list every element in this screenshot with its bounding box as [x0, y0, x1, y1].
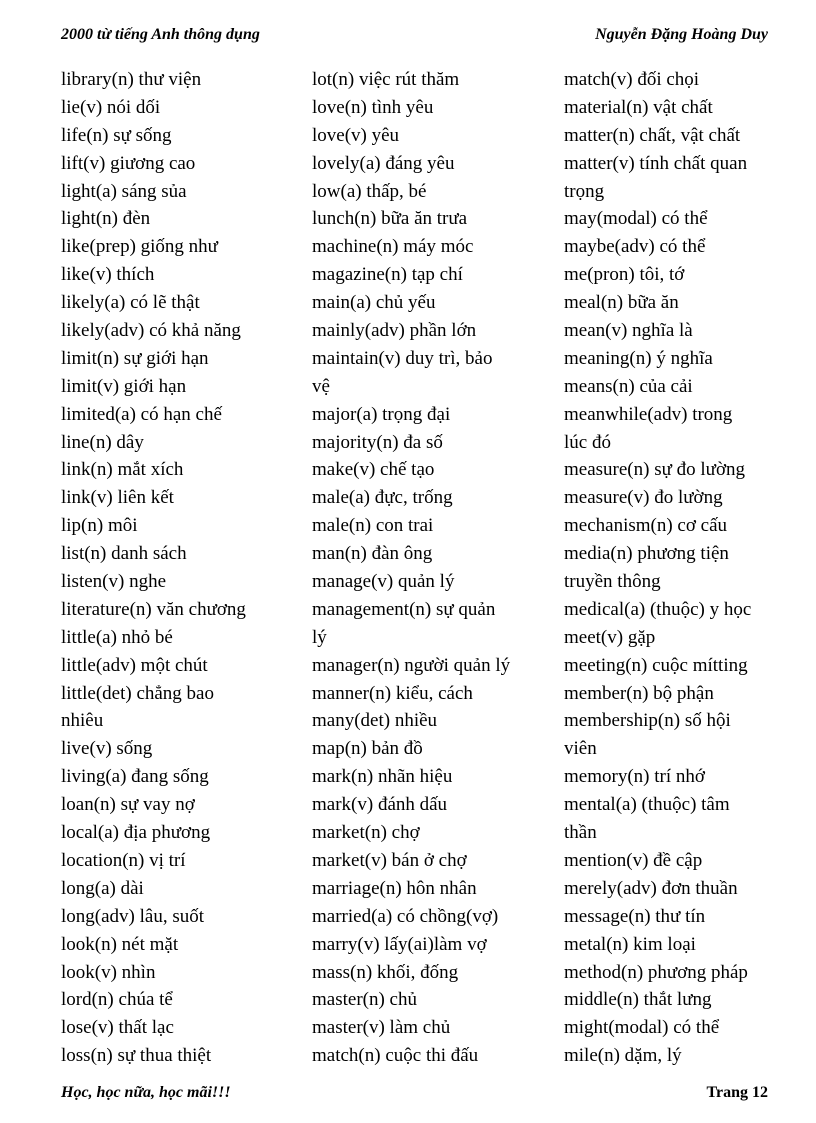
- vocabulary-line: low(a) thấp, bé: [312, 180, 427, 202]
- vocabulary-line: lose(v) thất lạc: [61, 1017, 174, 1039]
- vocabulary-line: male(n) con trai: [312, 515, 434, 537]
- vocabulary-line: master(n) chủ: [312, 989, 417, 1011]
- vocabulary-line: vệ: [312, 375, 330, 397]
- vocabulary-line: little(det) chẳng bao: [61, 682, 214, 704]
- vocabulary-line: many(det) nhiều: [312, 710, 438, 732]
- vocabulary-line: match(v) đối chọi: [564, 69, 700, 90]
- vocabulary-line: merely(adv) đơn thuần: [564, 877, 738, 899]
- vocabulary-line: loan(n) sự vay nợ: [61, 794, 195, 816]
- vocabulary-line: live(v) sống: [61, 738, 153, 760]
- vocabulary-line: little(adv) một chút: [61, 654, 208, 676]
- vocabulary-line: like(v) thích: [61, 264, 155, 286]
- vocabulary-line: mention(v) đề cập: [564, 849, 703, 871]
- vocabulary-line: master(v) làm chủ: [312, 1017, 451, 1039]
- vocabulary-line: marriage(n) hôn nhân: [312, 877, 477, 899]
- vocabulary-line: market(v) bán ở chợ: [312, 849, 467, 871]
- vocabulary-line: library(n) thư viện: [61, 69, 202, 90]
- vocabulary-line: likely(adv) có khả năng: [61, 320, 241, 342]
- vocabulary-line: member(n) bộ phận: [564, 682, 714, 704]
- vocabulary-line: major(a) trọng đại: [312, 403, 451, 425]
- vocabulary-line: mean(v) nghĩa là: [564, 320, 693, 342]
- vocabulary-line: light(a) sáng sủa: [61, 180, 187, 202]
- vocabulary-line: nhiêu: [61, 710, 104, 732]
- vocabulary-line: might(modal) có thể: [564, 1017, 720, 1039]
- vocabulary-line: membership(n) số hội: [564, 710, 731, 732]
- vocabulary-line: manner(n) kiểu, cách: [312, 682, 473, 704]
- footer-slogan: Học, học nữa, học mãi!!!: [61, 1084, 231, 1101]
- vocabulary-line: matter(n) chất, vật chất: [564, 124, 741, 146]
- vocabulary-line: maintain(v) duy trì, bảo: [312, 347, 493, 369]
- vocabulary-line: likely(a) có lẽ thật: [61, 292, 200, 314]
- vocabulary-line: mark(v) đánh dấu: [312, 794, 448, 816]
- vocabulary-line: material(n) vật chất: [564, 96, 713, 118]
- vocabulary-columns: [61, 66, 781, 1070]
- vocabulary-line: majority(n) đa số: [312, 431, 443, 453]
- vocabulary-line: meet(v) gặp: [564, 626, 656, 648]
- vocabulary-line: mental(a) (thuộc) tâm: [564, 794, 730, 816]
- vocabulary-line: marry(v) lấy(ai)làm vợ: [312, 933, 487, 955]
- vocabulary-line: limit(n) sự giới hạn: [61, 347, 209, 369]
- vocabulary-line: meaning(n) ý nghĩa: [564, 347, 713, 369]
- vocabulary-line: measure(v) đo lường: [564, 487, 723, 509]
- vocabulary-line: map(n) bản đồ: [312, 738, 423, 760]
- vocabulary-line: may(modal) có thể: [564, 208, 708, 230]
- vocabulary-line: thần: [564, 822, 597, 844]
- vocabulary-line: lúc đó: [564, 431, 611, 453]
- vocabulary-line: married(a) có chồng(vợ): [312, 905, 499, 927]
- vocabulary-line: meanwhile(adv) trong: [564, 403, 733, 425]
- vocabulary-line: lot(n) việc rút thăm: [312, 69, 460, 90]
- vocabulary-line: market(n) chợ: [312, 822, 420, 844]
- vocabulary-line: look(v) nhìn: [61, 961, 156, 983]
- vocabulary-line: link(v) liên kết: [61, 487, 174, 509]
- vocabulary-line: memory(n) trí nhớ: [564, 766, 705, 788]
- vocabulary-line: man(n) đàn ông: [312, 543, 433, 565]
- vocabulary-line: lip(n) môi: [61, 515, 138, 537]
- vocabulary-line: lord(n) chúa tể: [61, 989, 173, 1011]
- vocabulary-line: match(n) cuộc thi đấu: [312, 1045, 479, 1067]
- vocabulary-line: long(adv) lâu, suốt: [61, 905, 205, 927]
- vocabulary-line: medical(a) (thuộc) y học: [564, 598, 752, 620]
- vocabulary-line: little(a) nhỏ bé: [61, 626, 173, 648]
- vocabulary-line: lý: [312, 626, 327, 648]
- vocabulary-line: media(n) phương tiện: [564, 543, 729, 565]
- vocabulary-line: life(n) sự sống: [61, 124, 172, 146]
- vocabulary-line: manage(v) quản lý: [312, 571, 455, 593]
- vocabulary-line: main(a) chủ yếu: [312, 292, 436, 314]
- author-name: Nguyễn Đặng Hoàng Duy: [595, 26, 768, 43]
- vocabulary-line: mainly(adv) phần lớn: [312, 320, 477, 342]
- vocabulary-column-3: [564, 66, 781, 1070]
- vocabulary-line: matter(v) tính chất quan: [564, 152, 748, 174]
- vocabulary-line: measure(n) sự đo lường: [564, 459, 746, 481]
- vocabulary-line: like(prep) giống như: [61, 236, 218, 258]
- vocabulary-line: lift(v) giương cao: [61, 152, 196, 174]
- vocabulary-line: message(n) thư tín: [564, 905, 706, 927]
- vocabulary-line: local(a) địa phương: [61, 822, 211, 844]
- vocabulary-line: love(v) yêu: [312, 124, 400, 146]
- vocabulary-column-1: [61, 66, 312, 1070]
- vocabulary-line: limited(a) có hạn chế: [61, 403, 222, 425]
- vocabulary-line: mass(n) khối, đống: [312, 961, 459, 983]
- vocabulary-line: literature(n) văn chương: [61, 598, 246, 620]
- vocabulary-line: lie(v) nói dối: [61, 96, 161, 118]
- document-title: 2000 từ tiếng Anh thông dụng: [61, 26, 260, 43]
- vocabulary-line: look(n) nét mặt: [61, 933, 179, 955]
- vocabulary-line: mark(n) nhãn hiệu: [312, 766, 453, 788]
- vocabulary-line: lovely(a) đáng yêu: [312, 152, 455, 174]
- vocabulary-line: list(n) danh sách: [61, 543, 187, 565]
- vocabulary-line: long(a) dài: [61, 877, 144, 899]
- vocabulary-line: meeting(n) cuộc mítting: [564, 654, 748, 676]
- vocabulary-line: me(pron) tôi, tớ: [564, 264, 685, 286]
- vocabulary-line: loss(n) sự thua thiệt: [61, 1045, 212, 1067]
- vocabulary-line: viên: [564, 738, 597, 760]
- vocabulary-line: middle(n) thắt lưng: [564, 989, 712, 1011]
- page-number: Trang 12: [706, 1084, 768, 1101]
- page-header: [61, 24, 768, 46]
- vocabulary-line: metal(n) kim loại: [564, 933, 696, 955]
- vocabulary-line: love(n) tình yêu: [312, 96, 434, 118]
- page-footer: [61, 1082, 768, 1104]
- vocabulary-line: magazine(n) tạp chí: [312, 264, 463, 286]
- vocabulary-line: manager(n) người quản lý: [312, 654, 511, 676]
- vocabulary-line: management(n) sự quản: [312, 598, 496, 620]
- vocabulary-line: mile(n) dặm, lý: [564, 1045, 682, 1067]
- vocabulary-line: trọng: [564, 180, 605, 202]
- vocabulary-line: link(n) mắt xích: [61, 459, 184, 481]
- vocabulary-line: means(n) của cải: [564, 375, 693, 397]
- vocabulary-line: method(n) phương pháp: [564, 961, 748, 983]
- vocabulary-line: lunch(n) bữa ăn trưa: [312, 208, 468, 230]
- vocabulary-line: maybe(adv) có thể: [564, 236, 706, 258]
- vocabulary-line: light(n) đèn: [61, 208, 151, 230]
- vocabulary-line: line(n) dây: [61, 431, 144, 453]
- vocabulary-line: male(a) đực, trống: [312, 487, 453, 509]
- vocabulary-line: living(a) đang sống: [61, 766, 209, 788]
- vocabulary-line: mechanism(n) cơ cấu: [564, 515, 728, 537]
- vocabulary-line: listen(v) nghe: [61, 571, 167, 593]
- vocabulary-column-2: [312, 66, 564, 1070]
- vocabulary-line: meal(n) bữa ăn: [564, 292, 679, 314]
- vocabulary-line: location(n) vị trí: [61, 849, 186, 871]
- vocabulary-line: machine(n) máy móc: [312, 236, 474, 258]
- vocabulary-line: limit(v) giới hạn: [61, 375, 187, 397]
- vocabulary-line: truyền thông: [564, 571, 661, 593]
- vocabulary-line: make(v) chế tạo: [312, 459, 435, 481]
